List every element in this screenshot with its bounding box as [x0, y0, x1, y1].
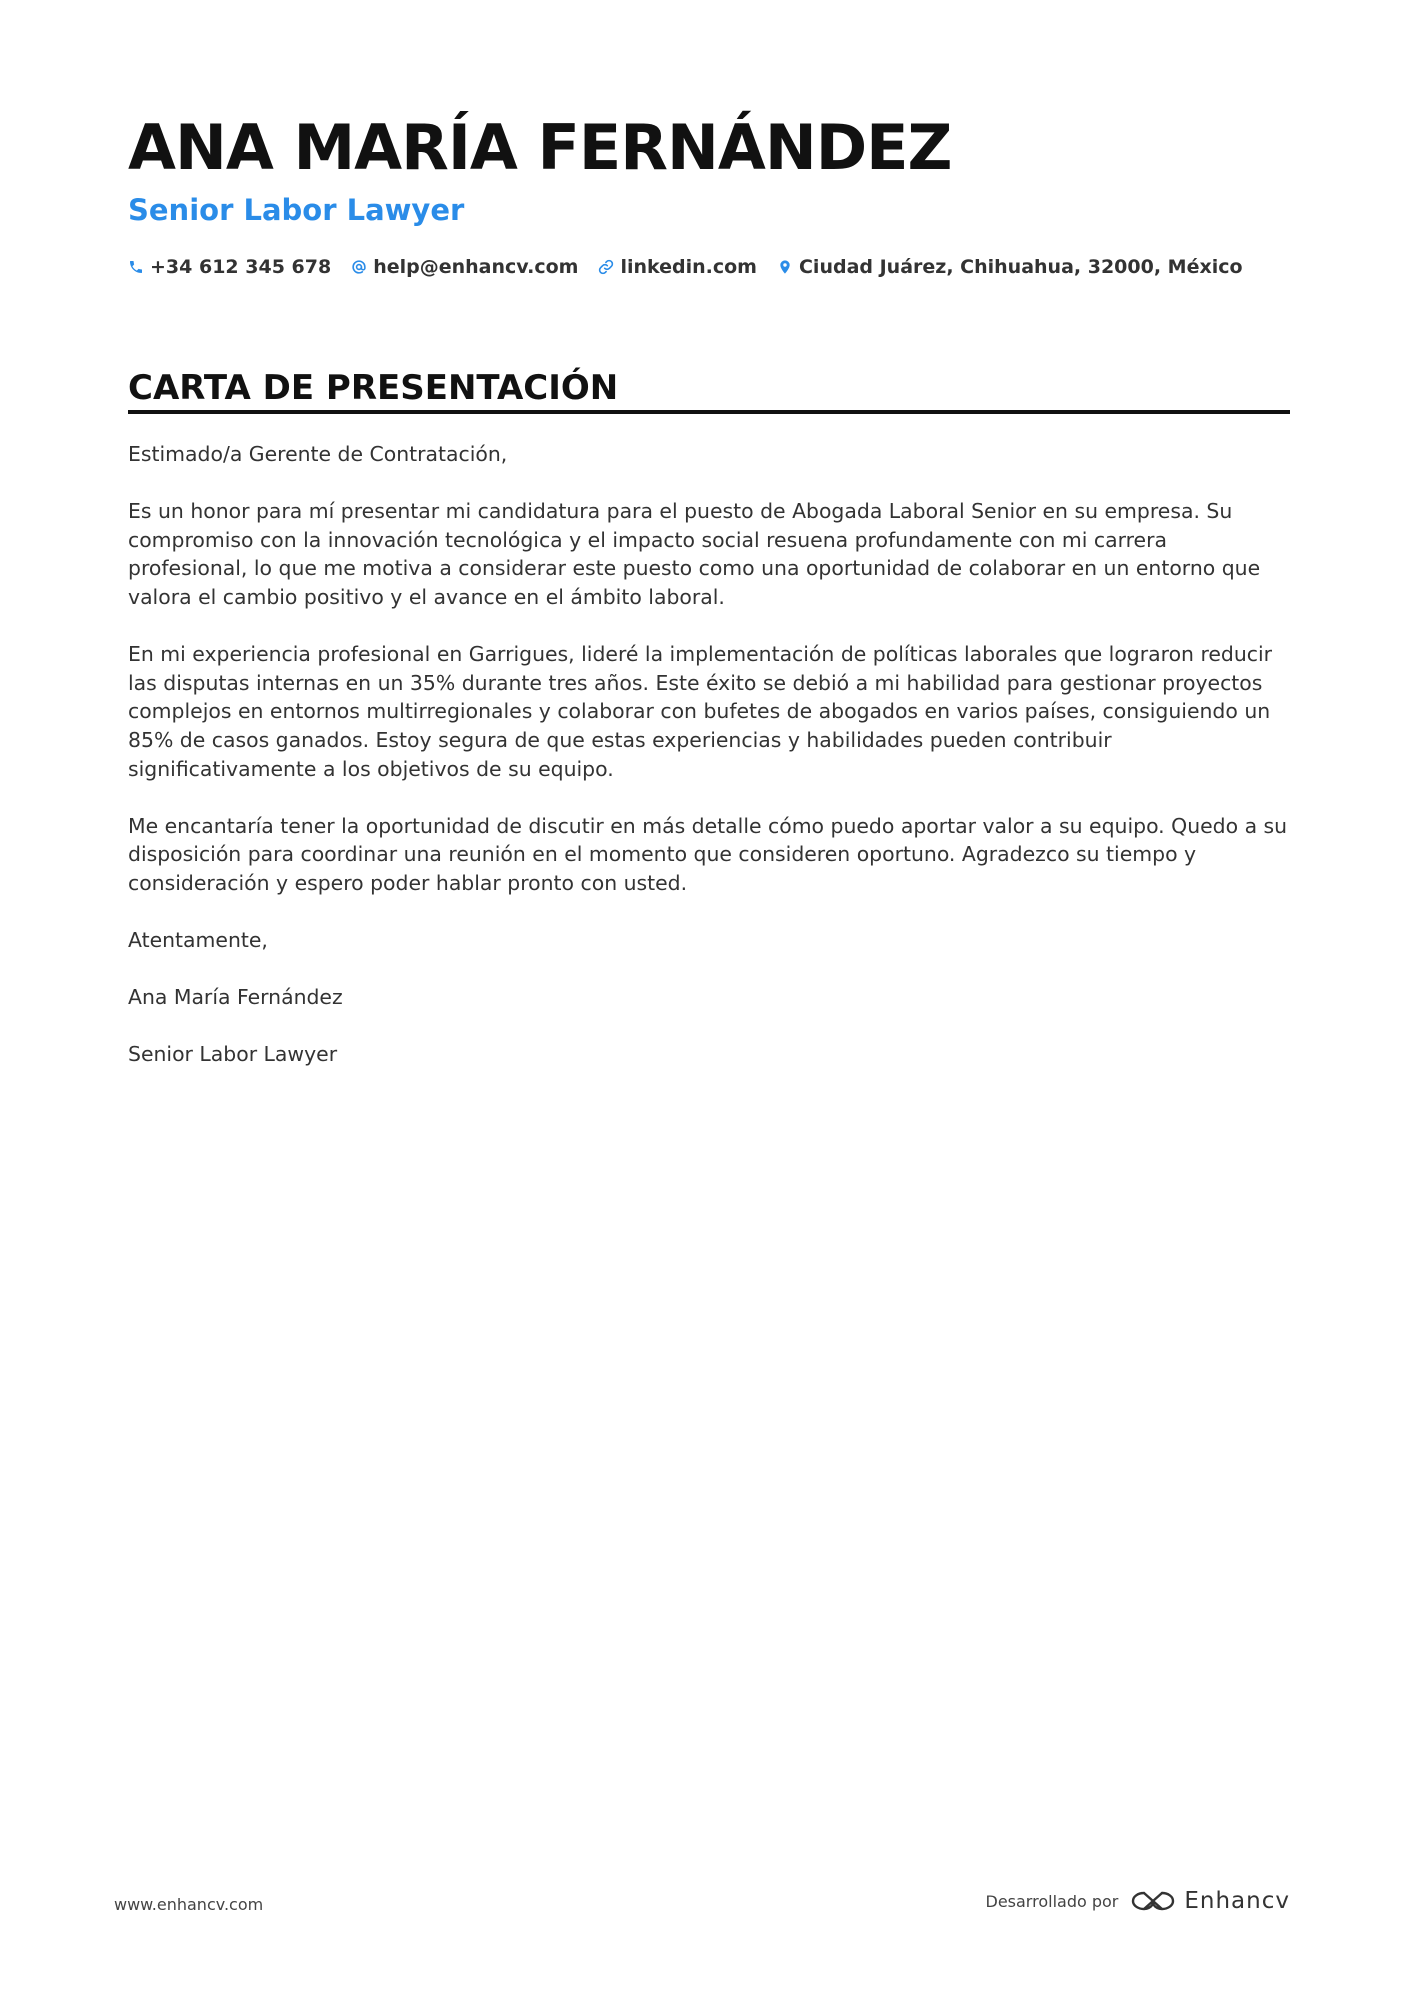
- contact-location: [777, 252, 1243, 282]
- contact-phone-text: +34 612 345 678: [150, 256, 332, 278]
- enhancv-logo: [1130, 1888, 1290, 1914]
- contact-location-text: Ciudad Juárez, Chihuahua, 32000, México: [798, 256, 1243, 278]
- signature-name: Ana María Fernández: [128, 985, 343, 1010]
- contact-phone[interactable]: [128, 252, 331, 282]
- letter-body: [128, 440, 1292, 1098]
- contact-email[interactable]: [351, 252, 578, 282]
- enhancv-logo-icon: [1130, 1889, 1176, 1913]
- letter-paragraph: Me encantaría tener la oportunidad de discutir en más detalle cómo puedo aportar valor a su equipo. Quedo a su disposición para coordinar una reunión en el momento que consideren oportuno. Agradezco su tiempo y consideración y espero poder hablar pronto con usted.: [128, 813, 1288, 895]
- section-title: CARTA DE PRESENTACIÓN: [128, 368, 619, 408]
- letter-closing: Atentamente,: [128, 928, 268, 953]
- powered-by-label: Desarrollado por: [985, 1891, 1119, 1911]
- at-icon: [351, 259, 367, 275]
- candidate-role: Senior Labor Lawyer: [128, 193, 465, 227]
- location-pin-icon: [777, 259, 793, 275]
- letter-paragraph: Es un honor para mí presentar mi candidatura para el puesto de Abogada Laboral Senior en su empresa. Su compromiso con la innovación tecnológica y el impacto social resuena profundamente con mi carrera profesional, lo que me motiva a considerar este puesto como una oportunidad de colaborar en un entorno que valora el cambio positivo y el avance en el ámbito laboral.: [128, 499, 1261, 609]
- candidate-name: ANA MARÍA FERNÁNDEZ: [128, 111, 952, 184]
- signature-role: Senior Labor Lawyer: [128, 1042, 338, 1067]
- link-icon: [598, 259, 614, 275]
- letter-paragraph: En mi experiencia profesional en Garrigues, lideré la implementación de políticas laborales que lograron reducir las disputas internas en un 35% durante tres años. Este éxito se debió a mi habilidad para gestionar proyectos complejos en entornos multirregionales y colaborar con bufetes de abogados en varios países, consiguiendo un 85% de casos ganados. Estoy segura de que estas experiencias y habilidades pueden contribuir significativamente a los objetivos de su equipo.: [128, 642, 1273, 781]
- phone-icon: [128, 259, 144, 275]
- contact-bar: [128, 252, 1243, 282]
- contact-linkedin-text: linkedin.com: [620, 256, 757, 278]
- enhancv-logo-text: Enhancv: [1184, 1888, 1290, 1914]
- footer-website[interactable]: www.enhancv.com: [114, 1895, 264, 1914]
- contact-email-text: help@enhancv.com: [373, 256, 579, 278]
- letter-greeting: Estimado/a Gerente de Contratación,: [128, 442, 508, 466]
- section-divider: [128, 410, 1290, 414]
- contact-linkedin[interactable]: [598, 252, 757, 282]
- footer-branding[interactable]: [986, 1888, 1291, 1914]
